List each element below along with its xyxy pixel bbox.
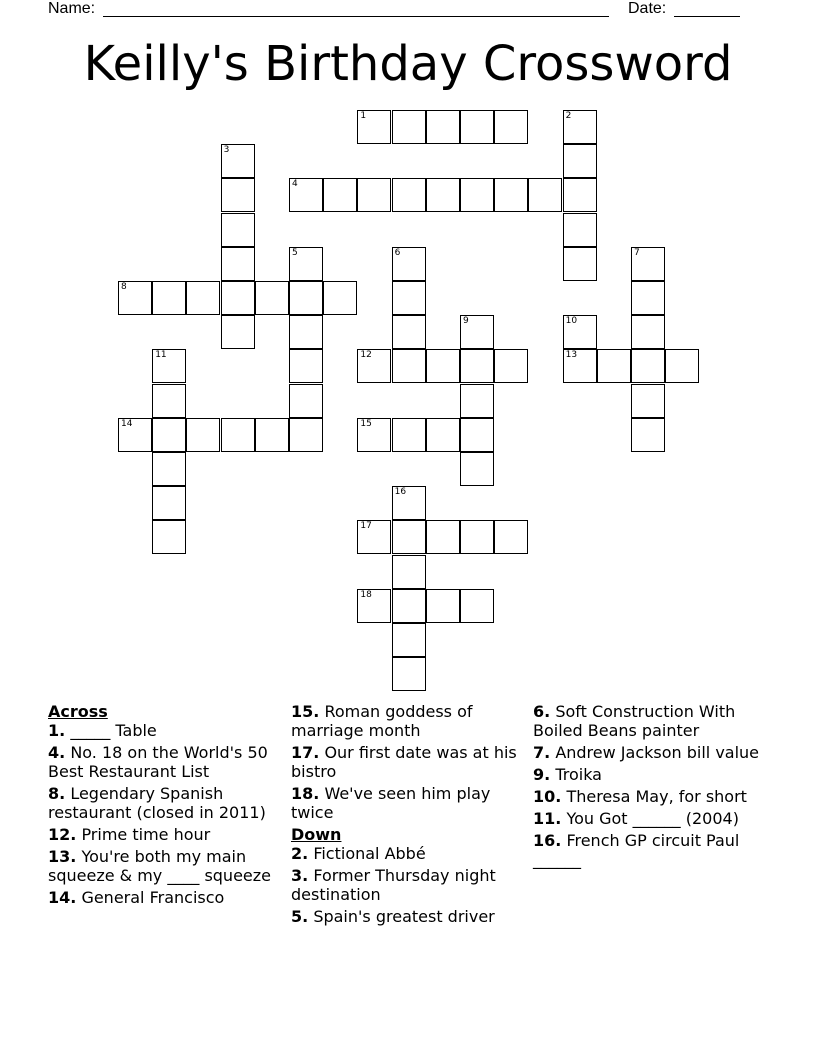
page-title: Keilly's Birthday Crossword	[83, 36, 733, 92]
clue-across	[291, 702, 523, 740]
clue-number: 14.	[48, 888, 77, 907]
crossword-cell[interactable]	[392, 589, 426, 623]
crossword-cell[interactable]	[494, 178, 528, 212]
clue-number: 8.	[48, 784, 66, 803]
clue-number-label: 14	[121, 418, 133, 429]
clue-number: 2.	[291, 844, 309, 863]
clue-number-label: 3	[223, 145, 230, 156]
crossword-cell[interactable]	[357, 520, 391, 554]
crossword-cell[interactable]	[289, 349, 323, 383]
clue-across	[48, 847, 280, 885]
crossword-cell[interactable]	[118, 281, 152, 315]
crossword-cell[interactable]	[152, 384, 186, 418]
clue-number-label: 15	[360, 418, 372, 429]
clue-number: 16.	[533, 831, 562, 850]
clue-number: 12.	[48, 825, 77, 844]
clue-number-label: 6	[394, 247, 401, 258]
clue-number: 6.	[533, 702, 551, 721]
crossword-cell[interactable]	[460, 418, 494, 452]
clue-number-label: 4	[292, 179, 298, 190]
crossword-cell[interactable]	[460, 452, 494, 486]
clue-number: 4.	[48, 743, 66, 762]
clue-text: Fictional Abbé	[313, 844, 426, 863]
crossword-cell[interactable]	[460, 178, 494, 212]
crossword-cell[interactable]	[152, 486, 186, 520]
crossword-cell[interactable]	[460, 589, 494, 623]
clue-text: Prime time hour	[81, 825, 211, 844]
crossword-cell[interactable]	[392, 247, 426, 281]
clue-down	[533, 702, 765, 740]
crossword-cell[interactable]	[460, 110, 494, 144]
clue-text: Legendary Spanish restaurant (closed in 2011)	[48, 784, 266, 822]
crossword-cell[interactable]	[563, 144, 597, 178]
crossword-cell[interactable]	[357, 418, 391, 452]
clue-number-label: 16	[394, 487, 407, 498]
clue-number-label: 9	[463, 316, 469, 327]
clue-text: You're both my main squeeze & my ____ squeeze	[48, 847, 271, 885]
clue-text: Former Thursday night destination	[291, 866, 496, 904]
clue-text: General Francisco	[81, 888, 225, 907]
crossword-cell[interactable]	[392, 623, 426, 657]
crossword-cell[interactable]	[392, 349, 426, 383]
crossword-cell[interactable]	[392, 418, 426, 452]
crossword-cell[interactable]	[186, 281, 220, 315]
name-field[interactable]	[103, 0, 609, 17]
crossword-cell[interactable]	[221, 144, 255, 178]
crossword-cell[interactable]	[152, 418, 186, 452]
clue-text: _____ Table	[70, 721, 157, 740]
clue-across	[48, 825, 280, 844]
crossword-cell[interactable]	[631, 281, 665, 315]
clue-text: No. 18 on the World's 50 Best Restaurant List	[48, 743, 268, 781]
crossword-cell[interactable]	[323, 178, 357, 212]
clue-number: 7.	[533, 743, 551, 762]
crossword-cell[interactable]	[186, 418, 220, 452]
clue-text: French GP circuit Paul ______	[533, 831, 740, 869]
crossword-cell[interactable]	[152, 349, 186, 383]
clue-number-label: 5	[292, 247, 298, 258]
crossword-cell[interactable]	[563, 349, 597, 383]
crossword-cell[interactable]	[152, 281, 186, 315]
crossword-cell[interactable]	[357, 110, 391, 144]
crossword-cell[interactable]	[426, 110, 460, 144]
crossword-cell[interactable]	[494, 110, 528, 144]
crossword-cell[interactable]	[289, 281, 323, 315]
date-label: Date:	[628, 0, 667, 17]
clues-column-3	[533, 702, 765, 872]
crossword-cell[interactable]	[460, 520, 494, 554]
clue-number-label: 17	[360, 521, 372, 532]
name-label: Name:	[48, 0, 96, 17]
clue-down	[533, 765, 765, 784]
crossword-cell[interactable]	[152, 452, 186, 486]
clue-across	[48, 721, 280, 740]
crossword-cell[interactable]	[426, 178, 460, 212]
clue-text: Troika	[555, 765, 602, 784]
crossword-cell[interactable]	[255, 281, 289, 315]
crossword-cell[interactable]	[392, 315, 426, 349]
crossword-cell[interactable]	[221, 178, 255, 212]
crossword-cell[interactable]	[426, 520, 460, 554]
clue-number-label: 8	[121, 282, 127, 292]
crossword-cell[interactable]	[563, 315, 597, 349]
crossword-cell[interactable]	[118, 418, 152, 452]
crossword-cell[interactable]	[665, 349, 699, 383]
clue-number-label: 1	[360, 111, 367, 121]
crossword-cell[interactable]	[255, 418, 289, 452]
crossword-cell[interactable]	[289, 247, 323, 281]
crossword-cell[interactable]	[528, 178, 562, 212]
crossword-cell[interactable]	[494, 520, 528, 554]
across-heading: Across	[48, 702, 108, 721]
clue-number-label: 11	[155, 350, 167, 361]
clue-down	[533, 787, 765, 806]
clue-number: 3.	[291, 866, 309, 885]
clue-down	[533, 831, 765, 869]
date-field[interactable]	[674, 0, 740, 17]
crossword-cell[interactable]	[357, 349, 391, 383]
clue-down	[291, 866, 523, 904]
clues-column-1	[48, 702, 280, 910]
clue-text: We've seen him play twice	[291, 784, 491, 822]
clue-across	[48, 784, 280, 822]
clue-number-label: 2	[565, 111, 572, 121]
clue-number: 17.	[291, 743, 320, 762]
crossword-cell[interactable]	[392, 657, 426, 691]
clue-number-label: 10	[565, 316, 578, 327]
crossword-cell[interactable]	[289, 384, 323, 418]
crossword-cell[interactable]	[392, 555, 426, 589]
crossword-cell[interactable]	[221, 213, 255, 247]
crossword-cell[interactable]	[392, 178, 426, 212]
clue-text: Theresa May, for short	[566, 787, 747, 806]
crossword-cell[interactable]	[563, 213, 597, 247]
clue-down	[291, 844, 523, 863]
clue-number: 10.	[533, 787, 562, 806]
crossword-cell[interactable]	[426, 349, 460, 383]
crossword-cell[interactable]	[392, 281, 426, 315]
crossword-cell[interactable]	[357, 178, 391, 212]
clue-down	[533, 743, 765, 762]
clue-number: 9.	[533, 765, 551, 784]
clue-across	[48, 888, 280, 907]
clue-across	[291, 743, 523, 781]
crossword-cell[interactable]	[631, 418, 665, 452]
clue-number: 11.	[533, 809, 562, 828]
clue-number: 5.	[291, 907, 309, 926]
crossword-cell[interactable]	[494, 349, 528, 383]
clue-number-label: 7	[634, 247, 640, 258]
crossword-cell[interactable]	[152, 520, 186, 554]
clue-down	[533, 809, 765, 828]
crossword-cell[interactable]	[460, 349, 494, 383]
crossword-cell[interactable]	[323, 281, 357, 315]
crossword-cell[interactable]	[563, 178, 597, 212]
clue-number-label: 12	[360, 350, 372, 361]
clue-number: 13.	[48, 847, 77, 866]
crossword-cell[interactable]	[460, 315, 494, 349]
clue-text: You Got ______ (2004)	[566, 809, 739, 828]
down-heading: Down	[291, 825, 342, 844]
crossword-cell[interactable]	[221, 315, 255, 349]
crossword-cell[interactable]	[221, 281, 255, 315]
crossword-cell[interactable]	[289, 178, 323, 212]
crossword-cell[interactable]	[597, 349, 631, 383]
crossword-cell[interactable]	[631, 384, 665, 418]
crossword-cell[interactable]	[392, 486, 426, 520]
crossword-cell[interactable]	[631, 247, 665, 281]
crossword-cell[interactable]	[631, 349, 665, 383]
clues-column-2	[291, 702, 523, 929]
crossword-cell[interactable]	[426, 418, 460, 452]
crossword-cell[interactable]	[221, 418, 255, 452]
crossword-cell[interactable]	[221, 247, 255, 281]
crossword-cell[interactable]	[392, 110, 426, 144]
clue-across	[48, 743, 280, 781]
clue-number: 1.	[48, 721, 66, 740]
clue-across	[291, 784, 523, 822]
crossword-cell[interactable]	[563, 247, 597, 281]
crossword-cell[interactable]	[563, 110, 597, 144]
crossword-cell[interactable]	[460, 384, 494, 418]
clue-text: Spain's greatest driver	[313, 907, 495, 926]
clue-number-label: 18	[360, 589, 372, 600]
crossword-cell[interactable]	[426, 589, 460, 623]
clue-down	[291, 907, 523, 926]
clue-text: Soft Construction With Boiled Beans painter	[533, 702, 736, 740]
header-row	[48, 0, 748, 20]
crossword-cell[interactable]	[289, 315, 323, 349]
crossword-cell[interactable]	[631, 315, 665, 349]
clue-text: Our first date was at his bistro	[291, 743, 517, 781]
clue-number-label: 13	[565, 350, 578, 361]
clue-number: 18.	[291, 784, 320, 803]
crossword-cell[interactable]	[357, 589, 391, 623]
crossword-cell[interactable]	[289, 418, 323, 452]
clue-number: 15.	[291, 702, 320, 721]
crossword-cell[interactable]	[392, 520, 426, 554]
clue-text: Roman goddess of marriage month	[291, 702, 473, 740]
clue-text: Andrew Jackson bill value	[555, 743, 760, 762]
